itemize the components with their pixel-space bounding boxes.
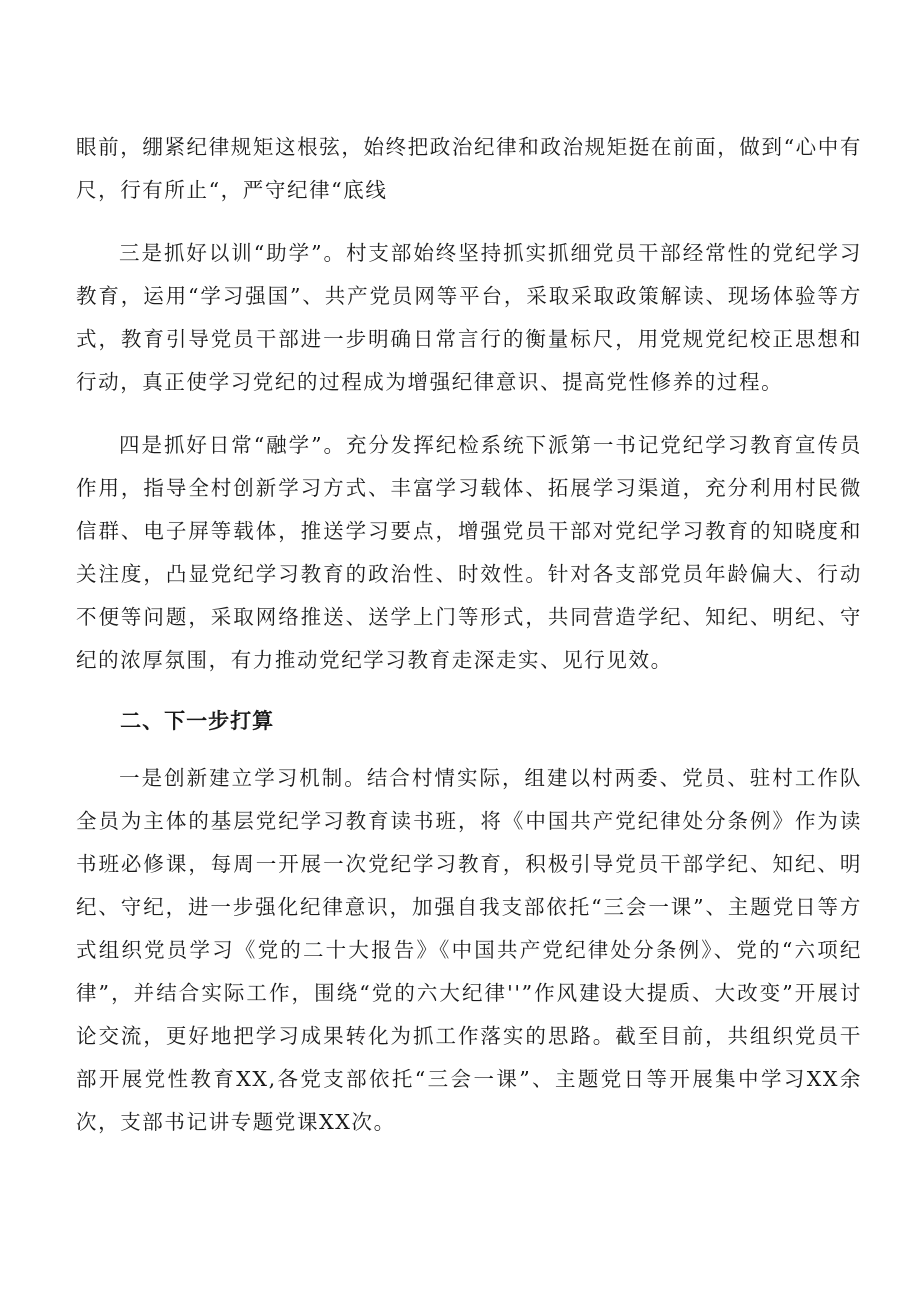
section-heading-next-steps: 二、下一步打算 bbox=[120, 709, 275, 733]
paragraph-continuation: 眼前，绷紧纪律规矩这根弦，始终把政治纪律和政治规矩挺在前面，做到“心中有尺，行有所止“，严守纪律“底线 bbox=[76, 135, 862, 202]
paragraph-daily-study: 四是抓好日常“融学”。充分发挥纪检系统下派第一书记党纪学习教育宣传员作用，指导全村创新学习方式、丰富学习载体、拓展学习渠道，充分利用村民微信群、电子屏等载体，推送学习要点，增强党员干部对党纪学习教育的知晓度和关注度，凸显党纪学习教育的政治性、时效性。针对各支部党员年龄偏大、行动不便等问题，采取网络推送、送学上门等形式，共同营造学纪、知纪、明纪、守纪的浓厚氛围，有力推动党纪学习教育走深走实、见行见效。 bbox=[76, 433, 862, 672]
paragraph-training-study: 三是抓好以训“助学”。村支部始终坚持抓实抓细党员干部经常性的党纪学习教育，运用“学习强国”、共产党员网等平台，采取采取政策解读、现场体验等方式，教育引导党员干部进一步明确日常言行的衡量标尺，用党规党纪校正思想和行动，真正使学习党纪的过程成为增强纪律意识、提高党性修养的过程。 bbox=[76, 241, 862, 394]
paragraph-study-mechanism: 一是创新建立学习机制。结合村情实际，组建以村两委、党员、驻村工作队全员为主体的基层党纪学习教育读书班，将《中国共产党纪律处分条例》作为读书班必修课，每周一开展一次党纪学习教育，积极引导党员干部学纪、知纪、明纪、守纪，进一步强化纪律意识，加强自我支部依托“三会一课”、主题党日等方式组织党员学习《党的二十大报告》《中国共产党纪律处分条例》、党的“六项纪律”，并结合实际工作，围绕“党的六大纪律''”作风建设大提质、大改变”开展讨论交流，更好地把学习成果转化为抓工作落实的思路。截至目前，共组织党员干部开展党性教育XX,各党支部依托“三会一课”、主题党日等开展集中学习XX余次，支部书记讲专题党课XX次。 bbox=[76, 766, 862, 1134]
